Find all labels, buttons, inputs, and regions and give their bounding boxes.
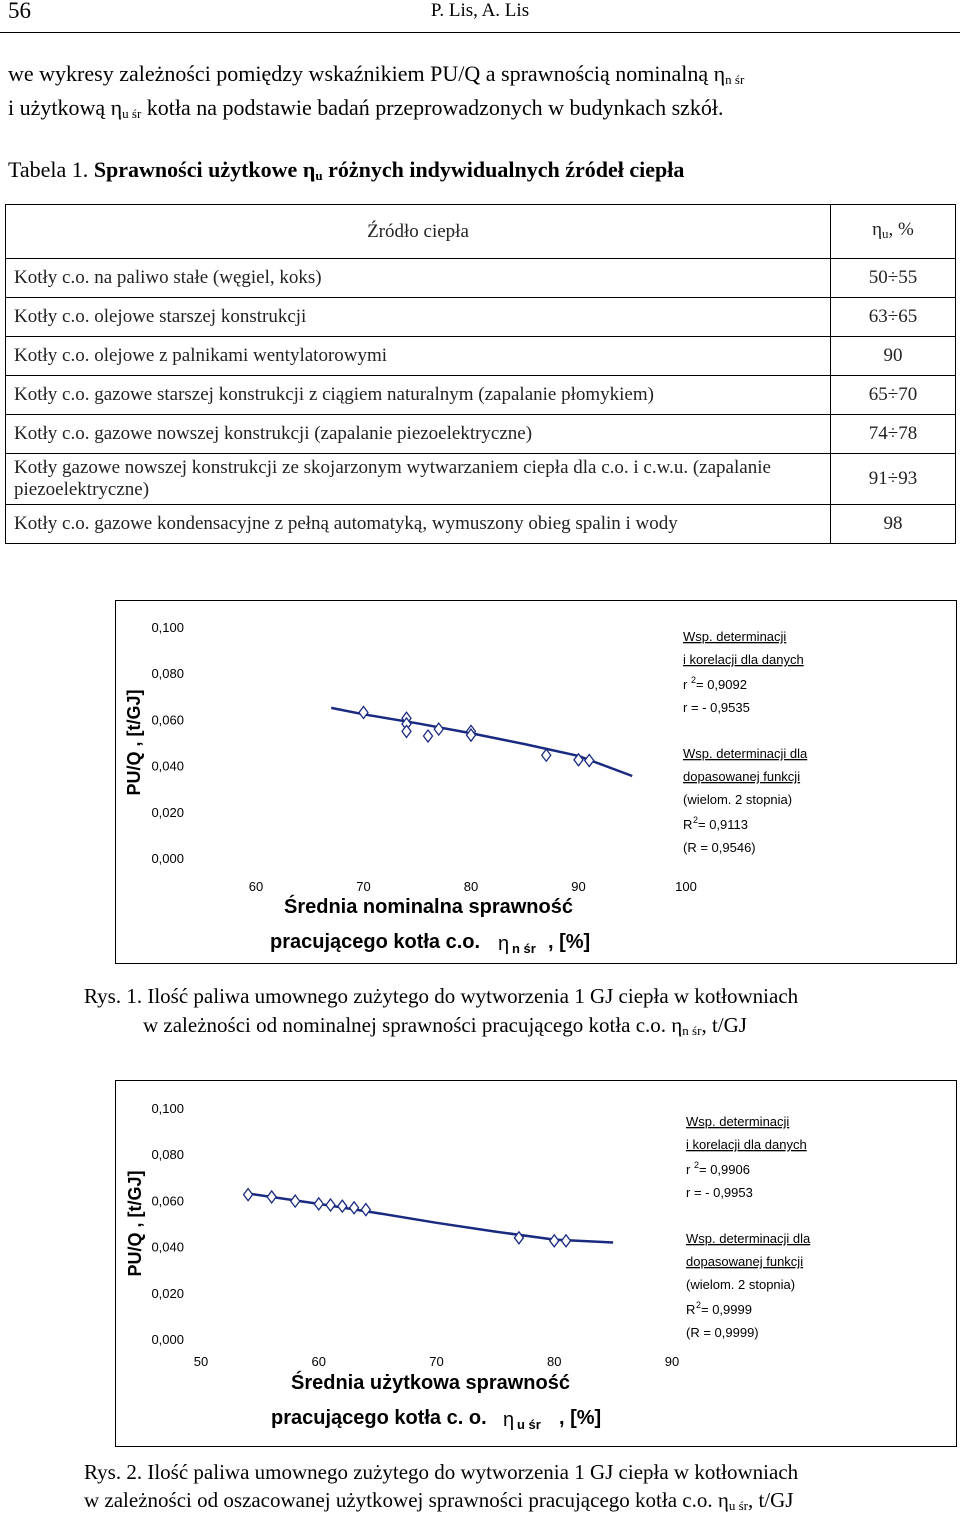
- data-point-marker: [402, 725, 411, 737]
- data-point-marker: [267, 1191, 276, 1203]
- x-tick-label: 70: [356, 879, 371, 894]
- stat-note-line: dopasowanej funkcji: [683, 769, 801, 784]
- row-value: 65÷70: [831, 376, 956, 415]
- stat-note-line: (R = 0,9546): [683, 840, 756, 855]
- fit-curve-line: [331, 708, 632, 776]
- table-row: [6, 337, 956, 376]
- fit-curve-line: [248, 1193, 613, 1242]
- y-tick-label: 0,020: [151, 804, 184, 820]
- y-tick-label: 0,100: [151, 1101, 184, 1116]
- x-axis-label-line-1: Średnia użytkowa sprawność: [291, 1372, 570, 1394]
- y-axis-label: PU/Q , [t/GJ]: [124, 689, 144, 796]
- running-head: P. Lis, A. Lis: [430, 0, 530, 21]
- stat-note-line: Wsp. determinacji dla: [686, 1231, 811, 1246]
- stat-note-r2-symbol: r: [686, 1162, 691, 1177]
- row-source: Kotły c.o. olejowe starszej konstrukcji: [6, 298, 831, 337]
- y-tick-label: 0,100: [151, 620, 184, 635]
- row-source: Kotły gazowe nowszej konstrukcji ze skojarzonym wytwarzaniem ciepła dla c.o. i c.w.u. (zapalanie piezoelektryczne): [6, 454, 831, 505]
- stat-note-R2-value: = 0,9113: [698, 817, 749, 832]
- stat-note-r2-exponent: 2: [694, 1160, 700, 1170]
- y-tick-label: 0,020: [151, 1285, 184, 1301]
- stat-note-R2-symbol: R: [683, 817, 693, 832]
- x-axis-label-unit: , [%]: [559, 1407, 602, 1429]
- row-source: Kotły c.o. gazowe kondensacyjne z pełną automatyką, wymuszony obieg spalin i wody: [6, 505, 831, 544]
- row-source: Kotły c.o. gazowe nowszej konstrukcji (zapalanie piezoelektryczne): [6, 415, 831, 454]
- x-tick-label: 60: [311, 1354, 326, 1369]
- data-point-marker: [326, 1199, 335, 1211]
- y-tick-label: 0,040: [151, 1239, 184, 1255]
- x-axis-label-eta: η: [503, 1409, 515, 1431]
- data-point-marker: [434, 723, 443, 735]
- x-tick-label: 80: [463, 879, 479, 894]
- y-tick-label: 0,000: [151, 1332, 184, 1347]
- data-point-marker: [550, 1235, 559, 1247]
- y-tick-label: 0,060: [151, 712, 184, 728]
- table-row: [6, 298, 956, 337]
- row-value: 91÷93: [831, 454, 956, 505]
- header-rule: [0, 32, 960, 33]
- page-number: 56: [8, 0, 31, 23]
- x-axis-label-line-2: pracującego kotła c. o.: [271, 1407, 487, 1429]
- stat-note-r2-symbol: r: [683, 677, 688, 692]
- stat-note-r2-value: = 0,9092: [696, 677, 747, 692]
- header-source: Źródło ciepła: [6, 205, 831, 259]
- header-value: $\eta_u$, %: [831, 205, 956, 259]
- figure-2-frame: [115, 1080, 957, 1447]
- row-source: Kotły c.o. olejowe z palnikami wentylatorowymi: [6, 337, 831, 376]
- x-axis-label-line-2: pracującego kotła c.o.: [270, 931, 481, 953]
- data-point-marker: [361, 1204, 370, 1216]
- stat-note-line: (R = 0,9999): [686, 1325, 759, 1340]
- stat-note-line: Wsp. determinacji: [683, 629, 787, 644]
- stat-note-line: (wielom. 2 stopnia): [683, 792, 793, 807]
- row-source: Kotły c.o. na paliwo stałe (węgiel, koks): [6, 259, 831, 298]
- figure-2-caption-line-1: Rys. 2. Ilość paliwa umownego zużytego do wytworzenia 1 GJ ciepła w kotłowniach: [84, 1460, 799, 1484]
- data-point-marker: [424, 730, 433, 742]
- intro-line-1: we wykresy zależności pomiędzy wskaźnikiem PU/Q a sprawnością nominalną $\eta_{n śr}$: [8, 61, 745, 87]
- data-point-marker: [338, 1200, 347, 1212]
- row-value: 90: [831, 337, 956, 376]
- data-point-marker: [350, 1202, 359, 1214]
- y-axis-label: PU/Q , [t/GJ]: [125, 1170, 145, 1277]
- stat-note-r2-exponent: 2: [691, 675, 697, 685]
- stat-note-line: Wsp. determinacji: [686, 1114, 790, 1129]
- stat-note-r2-value: = 0,9906: [699, 1162, 750, 1177]
- table-caption: Tabela 1. Sprawności użytkowe $\eta_u$ różnych indywidualnych źródeł ciepła: [8, 157, 685, 183]
- row-value: 63÷65: [831, 298, 956, 337]
- row-value: 98: [831, 505, 956, 544]
- figure-1-caption-line-2: w zależności od nominalnej sprawności pracującego kotła c.o. $\eta_{n śr}$, t/GJ: [143, 1013, 747, 1038]
- x-tick-label: 90: [664, 1354, 680, 1369]
- data-point-marker: [585, 755, 594, 767]
- y-tick-label: 0,080: [151, 1147, 184, 1163]
- stat-note-R2-symbol: R: [686, 1302, 696, 1317]
- data-point-marker: [359, 706, 368, 718]
- x-tick-label: 80: [547, 1354, 562, 1369]
- stat-note-line: dopasowanej funkcji: [686, 1254, 804, 1269]
- x-tick-label: 70: [429, 1354, 444, 1369]
- x-axis-label-subscript: u śr: [517, 1417, 541, 1432]
- figure-1-chart: [116, 601, 956, 963]
- x-tick-label: 90: [571, 879, 586, 894]
- x-tick-label: 100: [675, 879, 697, 894]
- table-row: [6, 415, 956, 454]
- table-row: [6, 454, 956, 505]
- row-value: 74÷78: [831, 415, 956, 454]
- table-row: [6, 259, 956, 298]
- stat-note-line: Wsp. determinacji dla: [683, 746, 808, 761]
- data-point-marker: [542, 749, 551, 761]
- stat-note-R2-exponent: 2: [696, 1300, 702, 1310]
- stat-note-line: i korelacji dla danych: [683, 652, 804, 667]
- figure-1-frame: [115, 600, 957, 964]
- row-source: Kotły c.o. gazowe starszej konstrukcji z ciągiem naturalnym (zapalanie płomykiem): [6, 376, 831, 415]
- stat-note-line: (wielom. 2 stopnia): [686, 1277, 796, 1292]
- row-value: 50÷55: [831, 259, 956, 298]
- stat-note-R2-value: = 0,9999: [701, 1302, 752, 1317]
- x-axis-label-eta: η: [498, 933, 510, 955]
- figure-1-caption-line-1: Rys. 1. Ilość paliwa umownego zużytego do wytworzenia 1 GJ ciepła w kotłowniach: [84, 984, 799, 1008]
- stat-note-line: i korelacji dla danych: [686, 1137, 807, 1152]
- efficiency-table: [5, 204, 956, 544]
- stat-note-R2-exponent: 2: [693, 815, 699, 825]
- x-tick-label: 50: [193, 1354, 209, 1369]
- data-point-marker: [291, 1195, 300, 1207]
- y-tick-label: 0,080: [151, 666, 184, 682]
- x-axis-label-subscript: n śr: [512, 941, 536, 956]
- table-row: [6, 376, 956, 415]
- data-point-marker: [244, 1189, 253, 1201]
- table-header-row: [6, 205, 956, 259]
- data-point-marker: [314, 1198, 323, 1210]
- data-point-marker: [562, 1235, 571, 1247]
- figure-2-chart: [116, 1081, 956, 1446]
- intro-line-2: i użytkową $\eta_{u śr}$ kotła na podstawie badań przeprowadzonych w budynkach szkół.: [8, 95, 724, 121]
- stat-note-line: r = - 0,9535: [683, 700, 750, 715]
- table-row: [6, 505, 956, 544]
- figure-2-caption-line-2: w zależności od oszacowanej użytkowej sprawności pracującego kotła c.o. $\eta_{u śr}$, t/GJ: [84, 1488, 794, 1513]
- stat-note-line: r = - 0,9953: [686, 1185, 753, 1200]
- y-tick-label: 0,040: [151, 758, 184, 774]
- x-axis-label-unit: , [%]: [548, 931, 591, 953]
- y-tick-label: 0,000: [151, 851, 184, 866]
- x-axis-label-line-1: Średnia nominalna sprawność: [284, 896, 573, 918]
- y-tick-label: 0,060: [151, 1193, 184, 1209]
- x-tick-label: 60: [248, 879, 264, 894]
